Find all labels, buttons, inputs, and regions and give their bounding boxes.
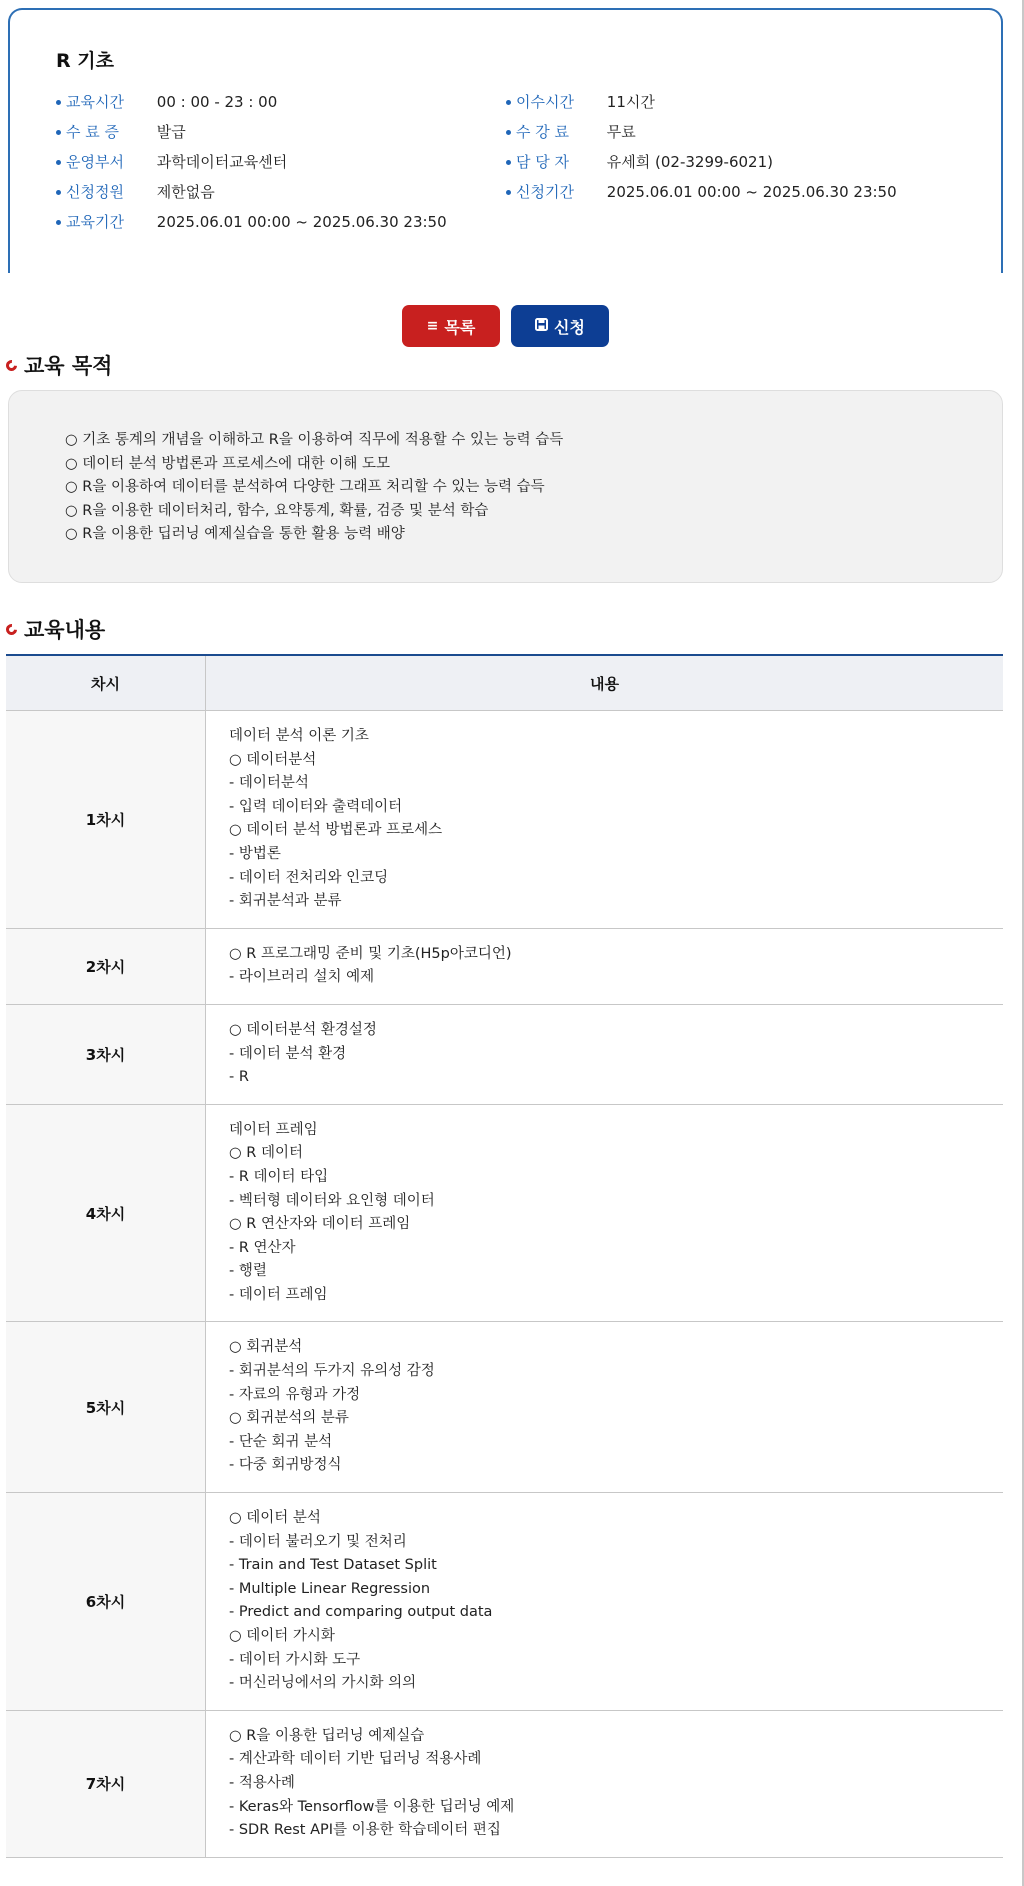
content-line: ○ 데이터분석 (229, 751, 317, 768)
content-cell (206, 1710, 1004, 1857)
info-row-fee (506, 121, 636, 143)
table-row (6, 1710, 1003, 1857)
content-line: ○ 데이터 분석 방법론과 프로세스 (229, 822, 443, 839)
content-cell (206, 928, 1004, 1004)
info-value: 11시간 (606, 93, 655, 111)
objective-heading (6, 350, 112, 380)
info-value: 2025.06.01 00:00 ~ 2025.06.30 23:50 (606, 183, 897, 201)
content-line: - Keras와 Tensorflow를 이용한 딥러닝 예제 (229, 1798, 515, 1815)
content-line: - R 데이터 타입 (229, 1168, 329, 1185)
content-line: - Train and Test Dataset Split (229, 1557, 437, 1574)
table-body (6, 711, 1003, 1858)
save-icon (535, 318, 548, 335)
info-value: 제한없음 (156, 183, 215, 201)
info-label: 교육기간 (56, 211, 146, 233)
session-cell: 5차시 (6, 1322, 206, 1493)
info-row-certificate (56, 121, 186, 143)
content-line: - 데이터분석 (229, 775, 309, 792)
objective-list (65, 429, 563, 547)
info-row-capacity (56, 181, 215, 203)
content-line: ○ 데이터분석 환경설정 (229, 1021, 377, 1038)
content-heading (6, 614, 105, 644)
objective-box (8, 390, 1003, 583)
table-row (6, 1104, 1003, 1322)
curriculum-table (6, 654, 1003, 1858)
list-button[interactable] (402, 305, 500, 347)
objective-item: ○ R을 이용한 딥러닝 예제실습을 통한 활용 능력 배양 (65, 526, 405, 542)
content-cell (206, 711, 1004, 929)
content-line: ○ 데이터 분석 (229, 1510, 321, 1527)
info-row-department (56, 151, 287, 173)
session-cell: 7차시 (6, 1710, 206, 1857)
content-line: ○ 회귀분석의 분류 (229, 1410, 349, 1427)
content-line: - 데이터 프레임 (229, 1286, 328, 1303)
column-header-session: 차시 (6, 655, 206, 711)
session-cell: 4차시 (6, 1104, 206, 1322)
session-cell: 2차시 (6, 928, 206, 1004)
content-line: - 머신러닝에서의 가시화 의의 (229, 1675, 417, 1692)
table-row (6, 711, 1003, 929)
section-bullet-icon (4, 357, 19, 372)
course-info-box (8, 8, 1003, 273)
session-cell: 6차시 (6, 1493, 206, 1711)
content-cell (206, 1322, 1004, 1493)
info-label: 수 강 료 (506, 121, 596, 143)
content-line: - 단순 회귀 분석 (229, 1433, 333, 1450)
content-line: - 입력 데이터와 출력데이터 (229, 798, 403, 815)
session-cell: 3차시 (6, 1004, 206, 1104)
content-line: - 적용사례 (229, 1774, 295, 1791)
content-line: - 라이브러리 설치 예제 (229, 969, 375, 986)
info-label: 신청정원 (56, 181, 146, 203)
info-row-education-period (56, 211, 447, 233)
content-line: - 자료의 유형과 가정 (229, 1386, 361, 1403)
menu-icon: ≡ (426, 318, 439, 334)
content-line: ○ 회귀분석 (229, 1339, 303, 1356)
content-cell (206, 1493, 1004, 1711)
content-line: - 데이터 전처리와 인코딩 (229, 869, 389, 886)
content-line: - 다중 회귀방정식 (229, 1457, 342, 1474)
content-line: - 벡터형 데이터와 요인형 데이터 (229, 1192, 435, 1209)
info-value: 과학데이터교육센터 (156, 153, 288, 171)
info-label: 교육시간 (56, 91, 146, 113)
objective-item: ○ R을 이용하여 데이터를 분석하여 다양한 그래프 처리할 수 있는 능력 습득 (65, 479, 545, 495)
info-label: 담 당 자 (506, 151, 596, 173)
content-line: - 데이터 분석 환경 (229, 1045, 347, 1062)
section-bullet-icon (4, 621, 19, 636)
content-line: - 회귀분석의 두가지 유의성 감정 (229, 1363, 435, 1380)
apply-button-label: 신청 (554, 317, 585, 337)
table-row (6, 1004, 1003, 1104)
content-line: ○ R 데이터 (229, 1145, 303, 1162)
info-value: 무료 (606, 123, 636, 141)
objective-heading-text: 교육 목적 (24, 354, 113, 378)
column-header-content: 내용 (206, 655, 1004, 711)
info-label: 운영부서 (56, 151, 146, 173)
info-row-education-time (56, 91, 277, 113)
info-value: 00 : 00 - 23 : 00 (156, 93, 278, 111)
content-cell (206, 1004, 1004, 1104)
info-value: 유세희 (02-3299-6021) (606, 153, 773, 171)
info-row-application-period (506, 181, 897, 203)
content-line: 데이터 프레임 (229, 1121, 318, 1138)
content-cell (206, 1104, 1004, 1322)
objective-item: ○ 기초 통계의 개념을 이해하고 R을 이용하여 직무에 적용할 수 있는 능력 습득 (65, 432, 564, 448)
content-line: ○ R 연산자와 데이터 프레임 (229, 1216, 411, 1233)
content-line: - SDR Rest API를 이용한 학습데이터 편집 (229, 1822, 501, 1839)
info-row-completion-hours (506, 91, 655, 113)
apply-button[interactable] (511, 305, 609, 347)
table-row (6, 928, 1003, 1004)
info-value: 2025.06.01 00:00 ~ 2025.06.30 23:50 (156, 213, 447, 231)
content-line: - 방법론 (229, 845, 281, 862)
content-line: - 회귀분석과 분류 (229, 893, 342, 910)
info-row-contact-person (506, 151, 773, 173)
content-line: - 계산과학 데이터 기반 딥러닝 적용사례 (229, 1751, 482, 1768)
content-line: ○ 데이터 가시화 (229, 1628, 335, 1644)
objective-item: ○ 데이터 분석 방법론과 프로세스에 대한 이해 도모 (65, 455, 391, 472)
content-line: - Multiple Linear Regression (229, 1580, 431, 1597)
list-button-label: 목록 (444, 317, 476, 337)
table-row (6, 1493, 1003, 1711)
content-line: - 데이터 가시화 도구 (229, 1651, 361, 1668)
objective-item: ○ R을 이용한 데이터처리, 함수, 요약통계, 확률, 검증 및 분석 학습 (65, 502, 489, 519)
session-cell: 1차시 (6, 711, 206, 929)
table-row (6, 1322, 1003, 1493)
content-line: - 데이터 불러오기 및 전처리 (229, 1533, 407, 1550)
content-line: ○ R 프로그래밍 준비 및 기초(H5p아코디언) (229, 945, 512, 962)
content-line: - Predict and comparing output data (229, 1604, 493, 1621)
content-line: 데이터 분석 이론 기초 (229, 728, 369, 744)
info-label: 수 료 증 (56, 121, 146, 143)
info-label: 신청기간 (506, 181, 596, 203)
content-line: - 행렬 (229, 1263, 267, 1280)
content-line: - R (229, 1069, 249, 1086)
course-title: R 기초 (56, 50, 114, 72)
content-line: ○ R을 이용한 딥러닝 예제실습 (229, 1727, 425, 1744)
content-heading-text: 교육내용 (24, 618, 106, 642)
table-header-row (6, 655, 1003, 711)
info-label: 이수시간 (506, 91, 596, 113)
content-line: - R 연산자 (229, 1239, 296, 1256)
info-value: 발급 (156, 123, 186, 141)
